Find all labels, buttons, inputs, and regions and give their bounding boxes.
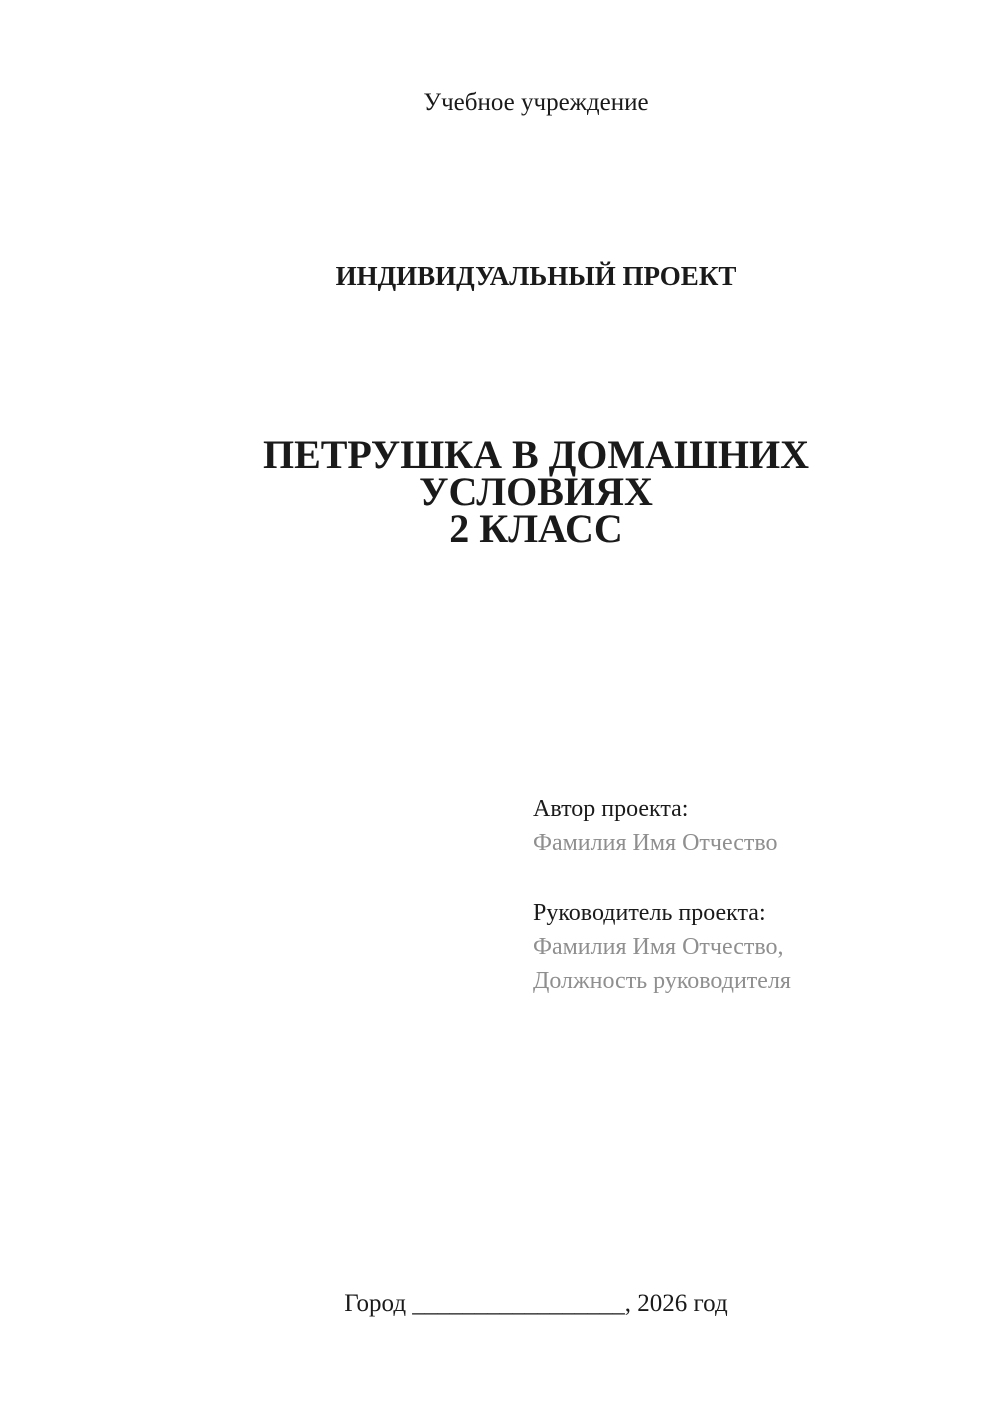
project-type-heading: ИНДИВИДУАЛЬНЫЙ ПРОЕКТ — [335, 261, 737, 291]
credits-block — [533, 792, 791, 998]
institution-name: Учебное учреждение — [423, 89, 649, 116]
supervisor-name-placeholder: Фамилия Имя Отчество, — [533, 934, 784, 960]
author-name-placeholder: Фамилия Имя Отчество — [533, 830, 778, 856]
project-title-line1: ПЕТРУШКА В ДОМАШНИХ УСЛОВИЯХ — [262, 432, 810, 514]
supervisor-position-placeholder: Должность руководителя — [533, 968, 791, 994]
project-title-line2: 2 КЛАСС — [449, 506, 623, 551]
project-title — [143, 432, 929, 551]
city-year-line: Город _________________, 2026 год — [344, 1290, 728, 1317]
supervisor-label: Руководитель проекта: — [533, 900, 766, 926]
author-label: Автор проекта: — [533, 796, 689, 822]
